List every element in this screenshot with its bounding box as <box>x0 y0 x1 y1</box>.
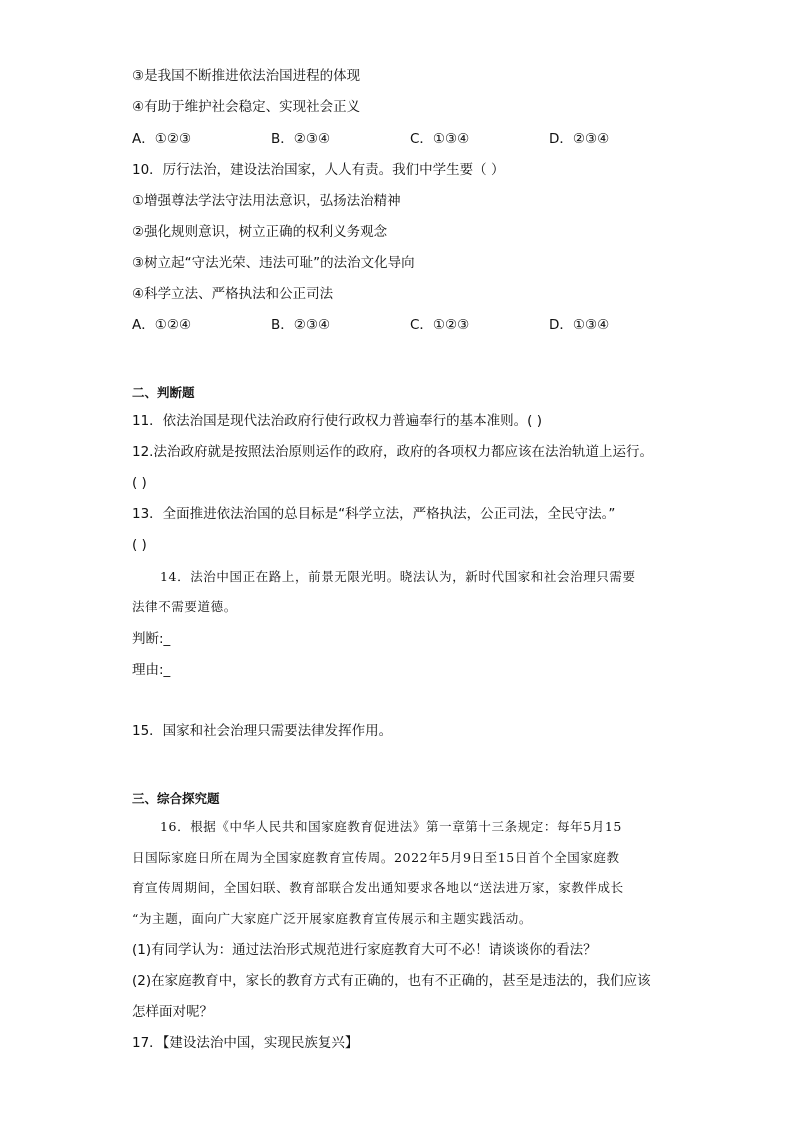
q16-text-line-3: 育宣传周期间，全国妇联、教育部联合发出通知要求各地以“送法进万家，家教伴成长 <box>132 880 624 895</box>
q16-subquestion-1: (1)有同学认为：通过法治形式规范进行家庭教育大可不必！请谈谈你的看法？ <box>132 942 597 958</box>
q16-text-line-2: 日国际家庭日所在周为全国家庭教育宣传周。2022年5月9日至15日首个全国家庭教 <box>132 850 620 865</box>
q10-statement-1: ①增强尊法学法守法用法意识，弘扬法治精神 <box>132 193 401 209</box>
q9-option-c[interactable]: C．①③④ <box>410 131 470 147</box>
q9-option-a[interactable]: A．①②③ <box>132 131 192 147</box>
q13-text-line-2: ( ) <box>132 537 147 553</box>
q11-text: 11．依法治国是现代法治政府行使行政权力普遍奉行的基本准则。( ) <box>132 413 543 429</box>
q16-text-line-1: 16．根据《中华人民共和国家庭教育促进法》第一章第十三条规定：每年5月15 <box>160 819 622 834</box>
q10-option-b[interactable]: B．②③④ <box>271 317 331 333</box>
q10-option-a[interactable]: A．①②④ <box>132 317 192 333</box>
section-2-heading: 二、判断题 <box>132 385 195 400</box>
q10-stem: 10．厉行法治，建设法治国家，人人有责。我们中学生要（ ） <box>132 162 505 178</box>
q9-statement-4: ④有助于维护社会稳定、实现社会正义 <box>132 99 361 115</box>
q16-subquestion-2-line-2: 怎样面对呢？ <box>132 1004 213 1020</box>
q9-statement-3: ③是我国不断推进依法治国进程的体现 <box>132 68 361 84</box>
section-3-heading: 三、综合探究题 <box>132 791 220 806</box>
q10-statement-3: ③树立起“守法光荣、违法可耻”的法治文化导向 <box>132 255 415 271</box>
q10-statement-4: ④科学立法、严格执法和公正司法 <box>132 286 334 302</box>
q15-text: 15．国家和社会治理只需要法律发挥作用。 <box>132 723 393 739</box>
q16-text-line-4: “为主题，面向广大家庭广泛开展家庭教育宣传展示和主题实践活动。 <box>132 911 532 926</box>
q16-subquestion-2-line-1: (2)在家庭教育中，家长的教育方式有正确的，也有不正确的，甚至是违法的，我们应该 <box>132 973 651 989</box>
q14-text-line-2: 法律不需要道德。 <box>132 599 237 614</box>
q9-option-d[interactable]: D．②③④ <box>549 131 610 147</box>
q9-options <box>132 129 672 149</box>
q12-text-line-1: 12.法治政府就是按照法治原则运作的政府，政府的各项权力都应该在法治轨道上运行。 <box>132 444 653 460</box>
q10-options <box>132 315 672 335</box>
q10-option-d[interactable]: D．①③④ <box>549 317 610 333</box>
q14-reason-field[interactable]: 理由:_ <box>132 662 171 678</box>
q17-title: 17．【建设法治中国，实现民族复兴】 <box>132 1035 359 1051</box>
q12-text-line-2: ( ) <box>132 475 147 491</box>
q14-judgement-field[interactable]: 判断:_ <box>132 631 171 647</box>
q14-text-line-1: 14．法治中国正在路上，前景无限光明。晓法认为，新时代国家和社会治理只需要 <box>160 569 636 584</box>
q10-option-c[interactable]: C．①②③ <box>410 317 470 333</box>
q9-option-b[interactable]: B．②③④ <box>271 131 331 147</box>
q10-statement-2: ②强化规则意识，树立正确的权利义务观念 <box>132 224 388 240</box>
q13-text-line-1: 13．全面推进依法治国的总目标是“科学立法，严格执法，公正司法，全民守法。” <box>132 506 616 522</box>
